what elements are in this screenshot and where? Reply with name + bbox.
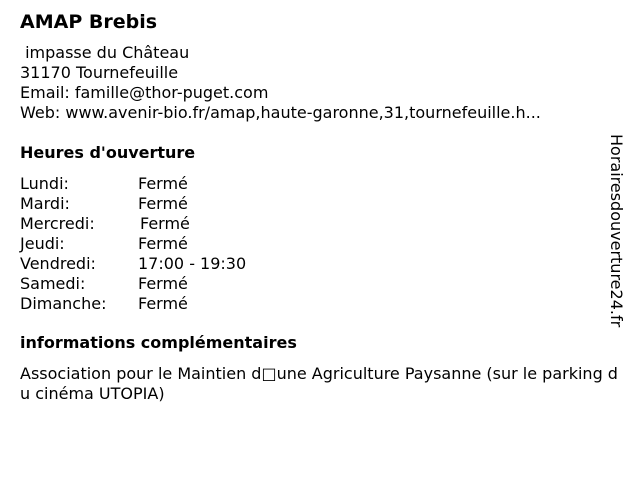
email-line: Email: famille@thor-puget.com — [20, 83, 269, 102]
extra-info-heading: informations complémentaires — [20, 333, 297, 352]
day-label: Mercredi: — [20, 214, 95, 233]
hours-row-sunday — [20, 294, 620, 314]
day-hours: Fermé — [138, 274, 188, 293]
web-line: Web: www.avenir-bio.fr/amap,haute-garonne,31,tournefeuille.h... — [20, 103, 541, 122]
hours-heading: Heures d'ouverture — [20, 143, 196, 162]
hours-row-friday — [20, 254, 620, 274]
hours-row-tuesday — [20, 194, 620, 214]
hours-row-wednesday — [20, 214, 620, 234]
day-hours: Fermé — [138, 194, 188, 213]
day-label: Lundi: — [20, 174, 69, 193]
contact-block — [20, 43, 620, 123]
hours-row-saturday — [20, 274, 620, 294]
day-hours: Fermé — [138, 174, 188, 193]
hours-row-monday — [20, 174, 620, 194]
extra-info-text: Association pour le Maintien d□une Agriculture Paysanne (sur le parking du cinéma UTOPIA) — [20, 364, 618, 403]
day-label: Vendredi: — [20, 254, 96, 273]
day-label: Dimanche: — [20, 294, 107, 313]
business-card — [20, 10, 620, 404]
day-hours: Fermé — [140, 214, 190, 233]
day-label: Samedi: — [20, 274, 86, 293]
day-hours: 17:00 - 19:30 — [138, 254, 247, 273]
opening-hours-list — [20, 174, 620, 314]
city-postcode: 31170 Tournefeuille — [20, 63, 179, 82]
street-address: impasse du Château — [20, 43, 190, 62]
day-label: Jeudi: — [20, 234, 65, 253]
site-watermark: Horairesdouverture24.fr — [607, 134, 626, 328]
business-name: AMAP Brebis — [20, 11, 158, 33]
hours-row-thursday — [20, 234, 620, 254]
day-hours: Fermé — [138, 234, 188, 253]
day-hours: Fermé — [138, 294, 188, 313]
day-label: Mardi: — [20, 194, 70, 213]
